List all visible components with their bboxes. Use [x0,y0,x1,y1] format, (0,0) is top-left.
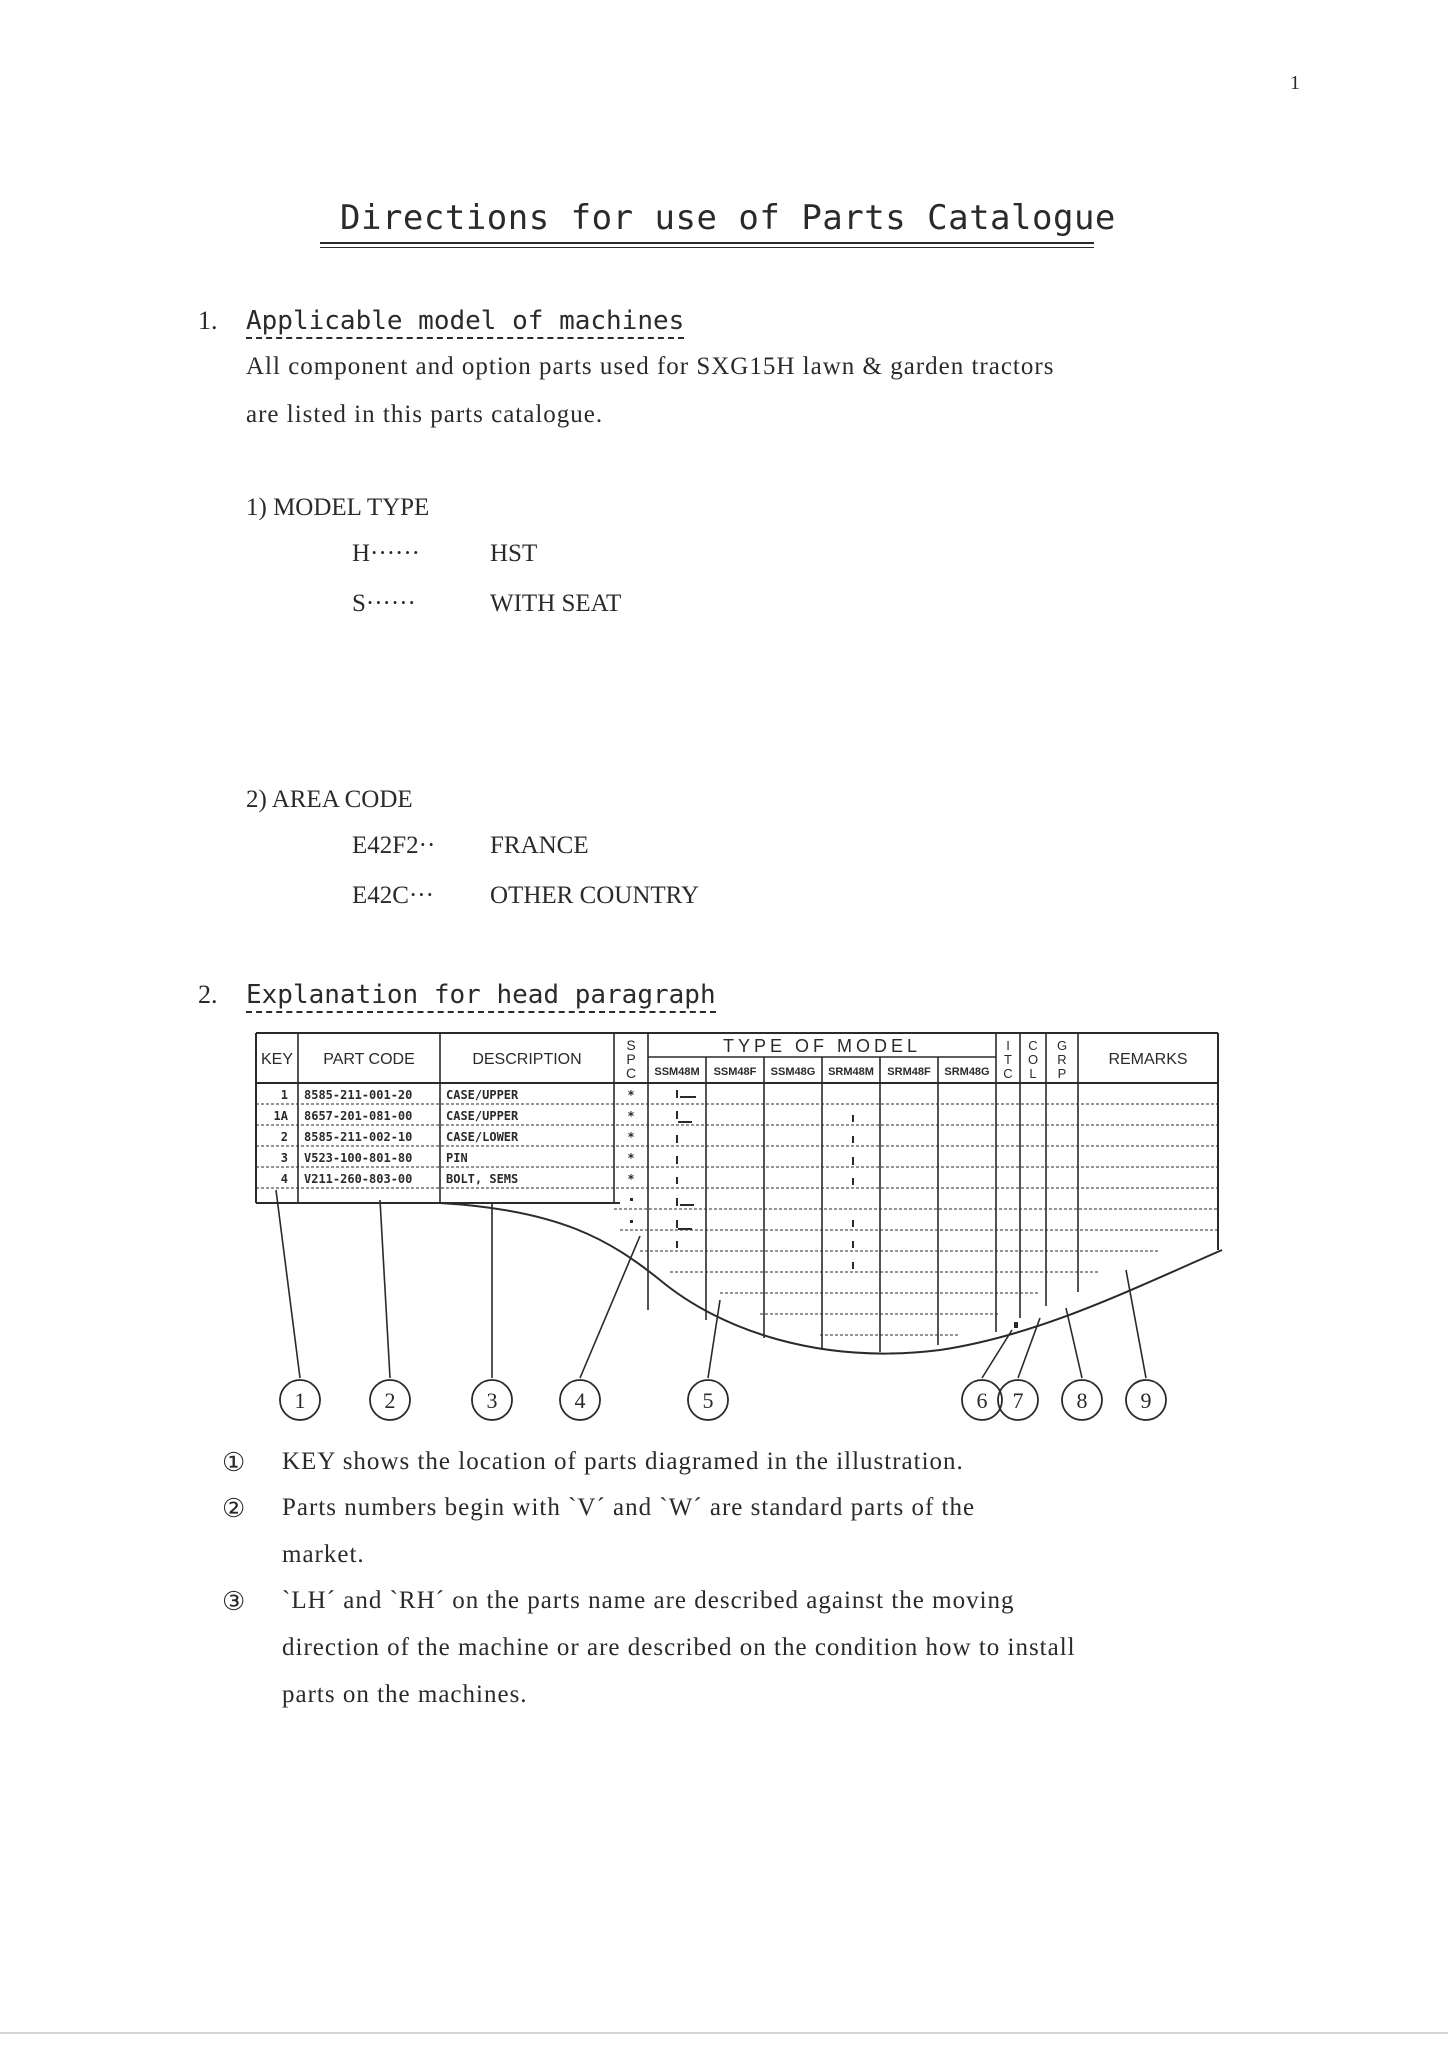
row-part-code: 8585-211-002-10 [304,1130,413,1144]
row-description: CASE/LOWER [446,1130,519,1144]
header-model: SSM48G [770,1066,816,1078]
row-part-code: V523-100-801-80 [304,1151,413,1165]
area-code-value: FRANCE [490,832,589,859]
row-spc: * [627,1130,635,1144]
header-grp-p: P [1057,1066,1067,1081]
header-part-code: PART CODE [323,1051,415,1068]
row-key: 1 [280,1088,288,1102]
model-type-value: WITH SEAT [490,590,622,617]
note-line: Parts numbers begin with `V´ and `W´ are standard parts of the [282,1494,976,1521]
callout-number: 2 [384,1388,396,1413]
area-code-code: E42F2·· [352,832,436,859]
section1-text-line2: are listed in this parts catalogue. [246,401,604,428]
row-spc: * [627,1088,635,1102]
page-number: 1 [1290,72,1300,94]
callout-circles [280,1380,1166,1420]
header-itc-t: T [1004,1052,1012,1067]
table-column-lines [298,1033,1078,1352]
callout-number: 5 [702,1388,714,1413]
callout-number: 1 [294,1388,306,1413]
header-grp-g: G [1056,1038,1068,1053]
callout-number: 3 [486,1388,498,1413]
page-bottom-edge [0,2032,1448,2034]
section1-number: 1. [198,306,218,335]
row-description: CASE/UPPER [446,1109,519,1123]
note-line: direction of the machine or are described on the condition how to install [282,1634,1076,1661]
header-model: SRM48F [887,1066,931,1078]
header-model: SSM48F [713,1066,757,1078]
model-type-label: 1) MODEL TYPE [246,494,430,521]
note-number: ① [222,1448,246,1477]
row-key: 2 [280,1130,288,1144]
note-line: parts on the machines. [282,1681,528,1708]
area-code-code: E42C··· [352,882,434,909]
row-key: 3 [280,1151,288,1165]
section1-heading: Applicable model of machines [246,306,684,339]
header-description: DESCRIPTION [472,1051,582,1068]
document-title: Directions for use of Parts Catalogue [340,198,1116,238]
model-type-code: S······ [352,590,416,617]
callout-leaders [276,1190,1146,1378]
area-code-value: OTHER COUNTRY [490,882,700,909]
section2-number: 2. [198,980,218,1009]
callout-number: 8 [1076,1388,1088,1413]
torn-edge-curve [440,1203,1222,1354]
callout-number: 9 [1140,1388,1152,1413]
note-line: KEY shows the location of parts diagramed in the illustration. [282,1448,964,1475]
callout-number: 4 [574,1388,586,1413]
callout-number: 6 [976,1388,988,1413]
row-description: CASE/UPPER [446,1088,519,1102]
header-grp-r: R [1057,1052,1067,1067]
row-key: 1A [273,1109,288,1123]
header-spc-c: C [625,1065,637,1081]
note-number: ② [222,1494,246,1523]
row-spc: * [627,1172,635,1186]
area-code-label: 2) AREA CODE [246,786,413,813]
header-model: SRM48G [944,1066,990,1078]
row-part-code: 8657-201-081-00 [304,1109,413,1123]
header-spc-p: P [626,1051,636,1067]
header-remarks: REMARKS [1108,1051,1188,1068]
row-key: 4 [280,1172,288,1186]
row-description: BOLT, SEMS [446,1172,519,1186]
header-itc-c: C [1003,1066,1013,1081]
header-model: SRM48M [828,1066,874,1078]
header-col-c: C [1028,1038,1038,1053]
row-part-code: 8585-211-001-20 [304,1088,413,1102]
header-col-l: L [1029,1066,1037,1081]
model-type-code: H······ [352,540,421,567]
callout-number: 7 [1012,1388,1024,1413]
row-part-code: V211-260-803-00 [304,1172,413,1186]
row-spc: * [627,1151,635,1165]
row-description: PIN [446,1151,468,1165]
row-spc: * [627,1109,635,1123]
note-number: ③ [222,1587,246,1616]
header-type-of-model: TYPE OF MODEL [722,1036,922,1056]
section2-heading: Explanation for head paragraph [246,980,716,1013]
section1-text-line1: All component and option parts used for SXG15H lawn & garden tractors [246,353,1055,380]
note-line: market. [282,1541,365,1568]
model-type-value: HST [490,540,538,567]
header-spc-s: S [626,1037,636,1053]
header-itc-i: I [1006,1038,1010,1053]
header-model: SSM48M [654,1066,700,1078]
header-key: KEY [260,1051,294,1068]
note-line: `LH´ and `RH´ on the parts name are described against the moving [282,1587,1015,1614]
header-col-o: O [1027,1052,1039,1067]
